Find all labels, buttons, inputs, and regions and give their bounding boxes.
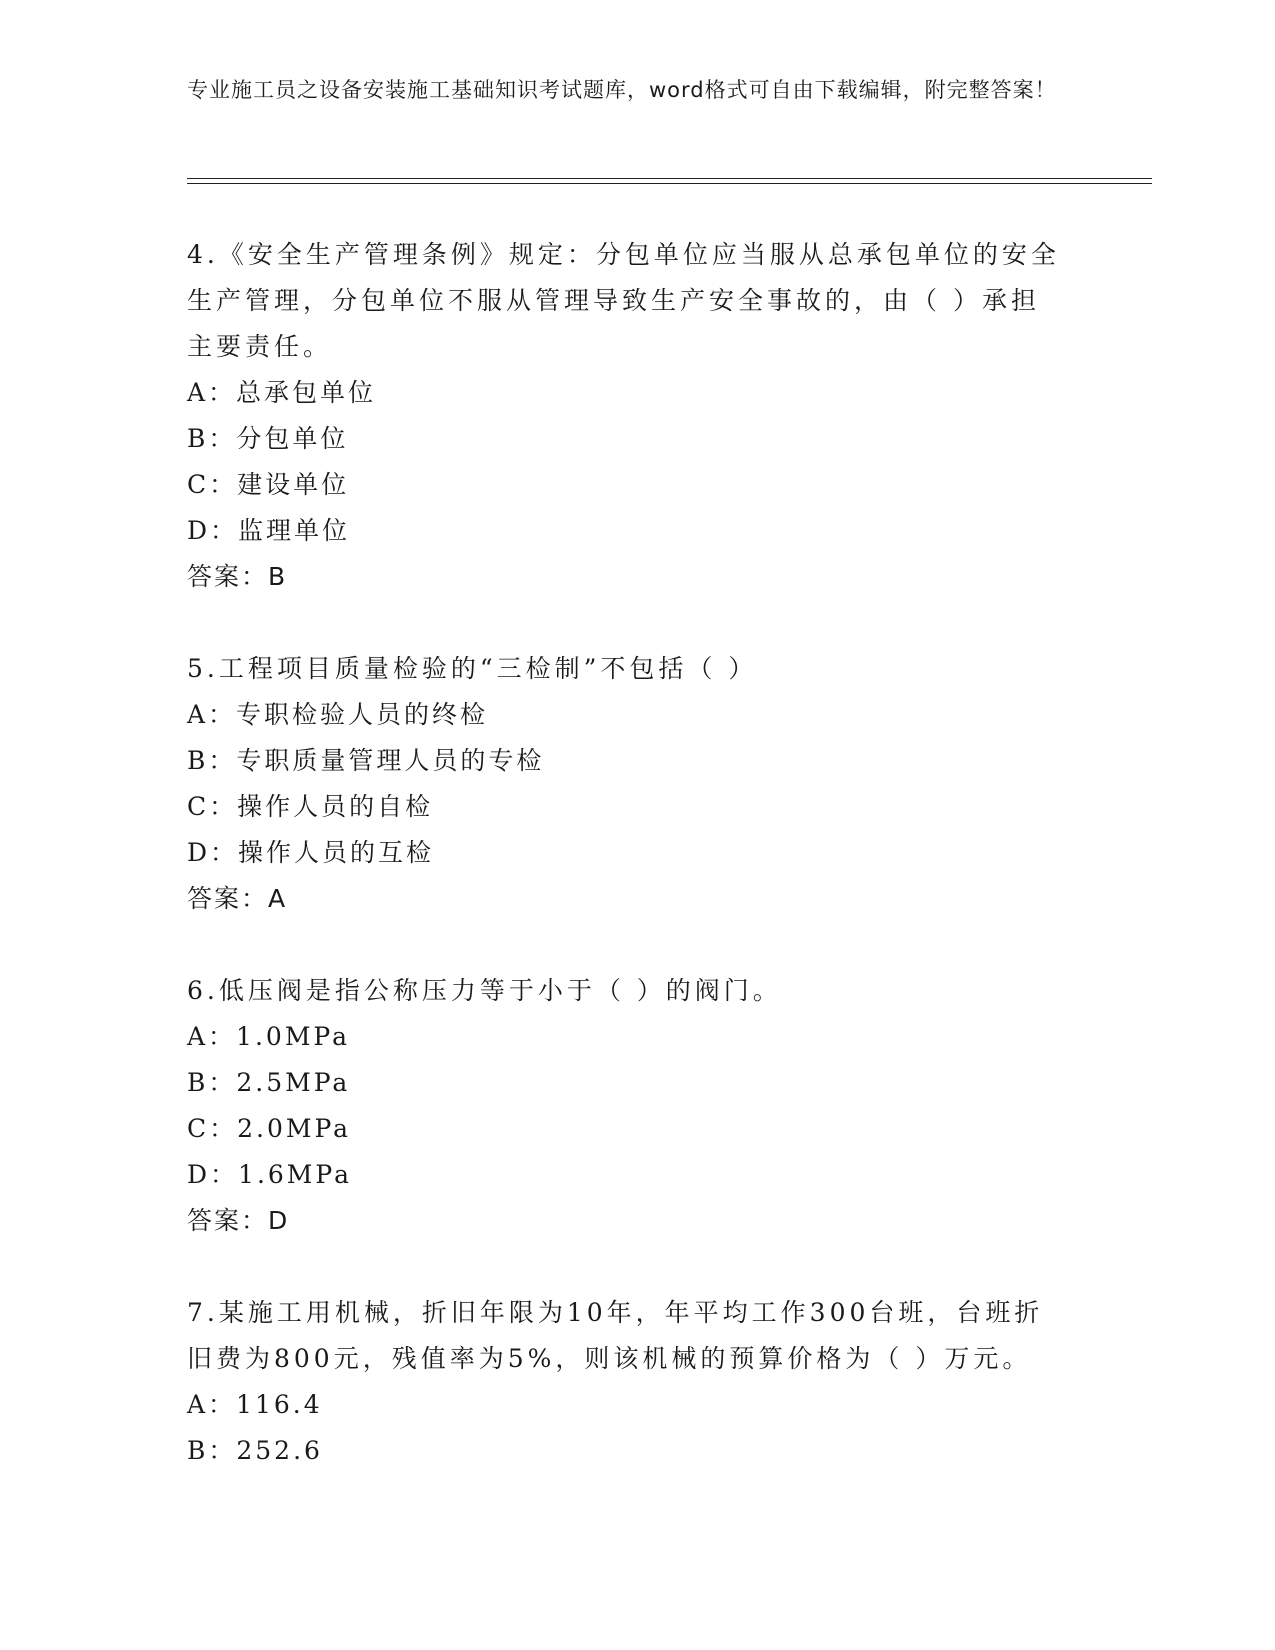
answer-line: 答案：D	[187, 1206, 290, 1235]
page-header: 专业施工员之设备安装施工基础知识考试题库，word格式可自由下载编辑，附完整答案！	[187, 78, 1057, 102]
question-4	[187, 232, 1087, 600]
option-d: D：监理单位	[187, 516, 351, 545]
option-b: B：2.5MPa	[187, 1068, 351, 1097]
option-b: B：分包单位	[187, 424, 349, 453]
option-b: B：专职质量管理人员的专检	[187, 746, 545, 775]
option-b: B：252.6	[187, 1436, 323, 1465]
option-a: A：116.4	[187, 1390, 323, 1419]
option-c: C：操作人员的自检	[187, 792, 434, 821]
option-a: A：专职检验人员的终检	[187, 700, 489, 729]
answer-line: 答案：A	[187, 884, 288, 913]
answer-line: 答案：B	[187, 562, 288, 591]
question-list	[187, 232, 1087, 1520]
option-a: A：1.0MPa	[187, 1022, 351, 1051]
question-stem: 4.《安全生产管理条例》规定：分包单位应当服从总承包单位的安全生产管理，分包单位不服从管理导致生产安全事故的，由（ ）承担主要责任。	[187, 240, 1060, 361]
question-stem: 6.低压阀是指公称压力等于小于（ ）的阀门。	[187, 976, 782, 1005]
question-stem: 5.工程项目质量检验的“三检制”不包括（ ）	[187, 654, 758, 683]
question-7	[187, 1290, 1087, 1474]
option-c: C：2.0MPa	[187, 1114, 352, 1143]
question-6	[187, 968, 1087, 1244]
question-stem: 7.某施工用机械，折旧年限为10年，年平均工作300台班，台班折旧费为800元，残值率为5%，则该机械的预算价格为（ ）万元。	[187, 1298, 1044, 1373]
question-5	[187, 646, 1087, 922]
option-c: C：建设单位	[187, 470, 350, 499]
option-d: D：操作人员的互检	[187, 838, 435, 867]
option-a: A：总承包单位	[187, 378, 377, 407]
option-d: D：1.6MPa	[187, 1160, 353, 1189]
header-divider	[187, 178, 1152, 184]
